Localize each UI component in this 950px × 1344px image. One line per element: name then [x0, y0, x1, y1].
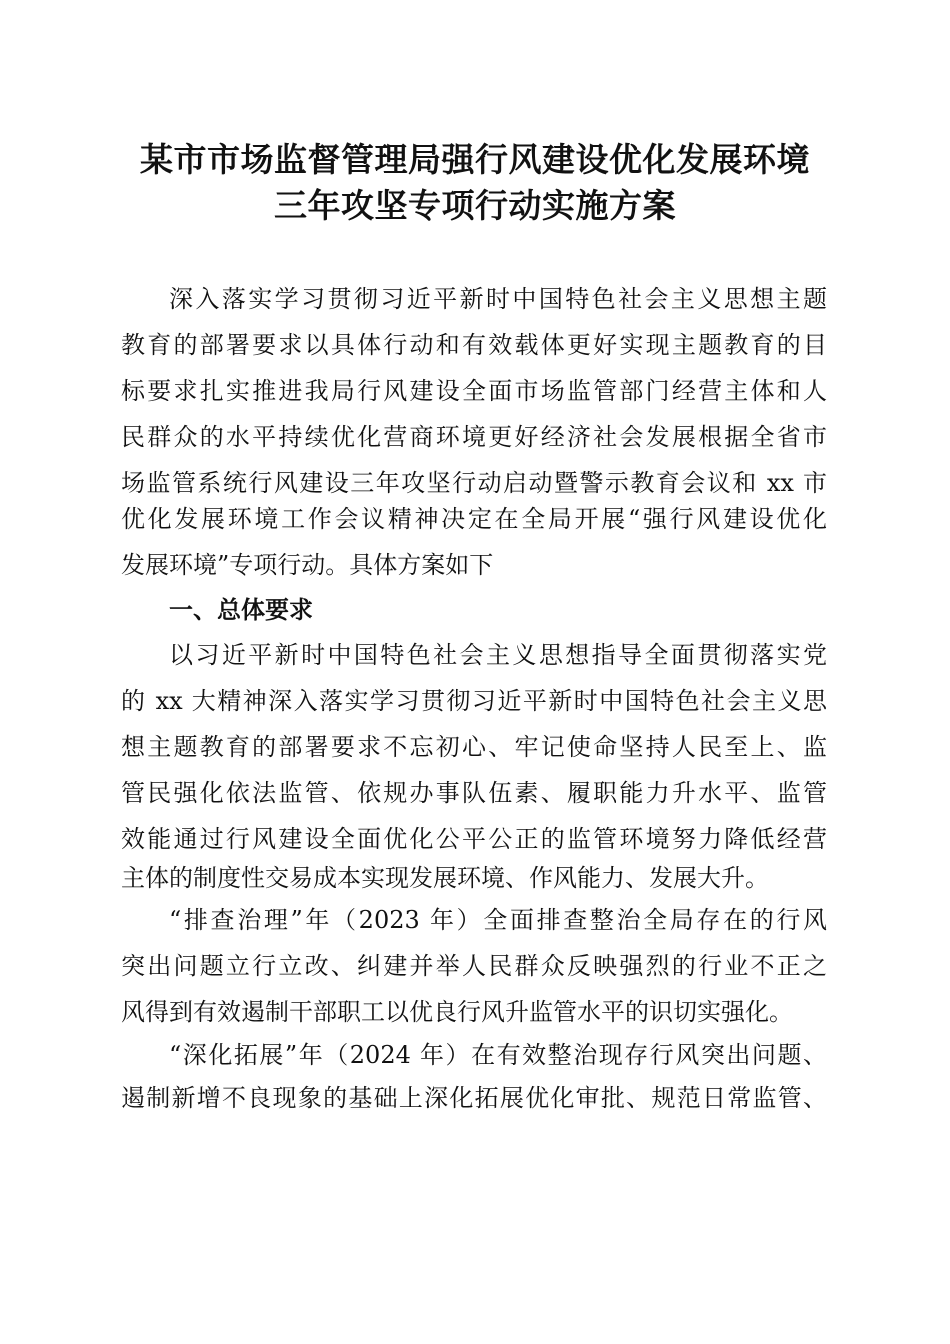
section-heading-general-requirements: 一、总体要求	[169, 596, 313, 624]
document-title-line-1: 某市市场监督管理局强行风建设优化发展环境	[140, 140, 810, 179]
paragraph-2-line-4: 管民强化依法监管、依规办事队伍素、履职能力升水平、监管	[121, 779, 827, 807]
paragraph-2-line-1: 以习近平新时中国特色社会主义思想指导全面贯彻落实党	[169, 641, 827, 669]
paragraph-2-line-6: 主体的制度性交易成本实现发展环境、作风能力、发展大升。	[121, 864, 769, 892]
paragraph-1-line-7: 发展环境”专项行动。具体方案如下	[121, 551, 494, 579]
paragraph-1-line-4: 民群众的水平持续优化营商环境更好经济社会发展根据全省市	[121, 423, 827, 451]
paragraph-3-line-2: 突出问题立行立改、纠建并举人民群众反映强烈的行业不正之	[121, 952, 827, 980]
paragraph-2-line-5: 效能通过行风建设全面优化公平公正的监管环境努力降低经营	[121, 825, 827, 853]
paragraph-4-line-2: 遏制新增不良现象的基础上深化拓展优化审批、规范日常监管、	[121, 1084, 827, 1112]
paragraph-1-line-1: 深入落实学习贯彻习近平新时中国特色社会主义思想主题	[169, 285, 827, 313]
paragraph-2-line-2: 的 xx 大精神深入落实学习贯彻习近平新时中国特色社会主义思	[121, 687, 827, 715]
paragraph-1-line-6: 优化发展环境工作会议精神决定在全局开展“强行风建设优化	[121, 505, 827, 533]
document-title-line-2: 三年攻坚专项行动实施方案	[274, 186, 676, 225]
paragraph-1-line-5: 场监管系统行风建设三年攻坚行动启动暨警示教育会议和 xx 市	[121, 469, 827, 497]
paragraph-1-line-2: 教育的部署要求以具体行动和有效载体更好实现主题教育的目	[121, 331, 827, 359]
paragraph-3-line-3: 风得到有效遏制干部职工以优良行风升监管水平的识切实强化。	[121, 998, 793, 1026]
paragraph-1-line-3: 标要求扎实推进我局行风建设全面市场监管部门经营主体和人	[121, 377, 827, 405]
paragraph-3-line-1: “排查治理”年（2023 年）全面排查整治全局存在的行风	[169, 906, 827, 934]
paragraph-2-line-3: 想主题教育的部署要求不忘初心、牢记使命坚持人民至上、监	[121, 733, 827, 761]
paragraph-4-line-1: “深化拓展”年（2024 年）在有效整治现存行风突出问题、	[169, 1041, 827, 1069]
